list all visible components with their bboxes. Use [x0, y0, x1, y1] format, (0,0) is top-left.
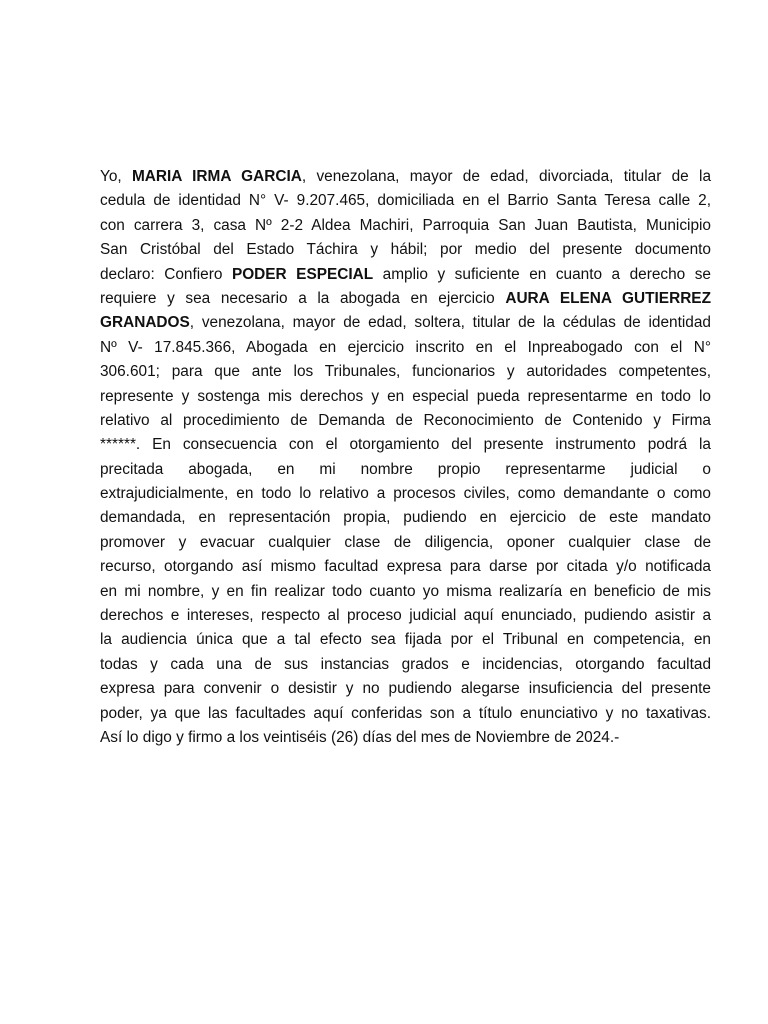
text-segment: Nº V- 17.845.366, Abogada en ejercicio inscrito en el Inpreabogado con el N° — [100, 338, 711, 356]
document-line — [100, 555, 711, 579]
power-of-attorney-text — [100, 165, 711, 750]
text-segment: ******. En consecuencia con el otorgamiento del presente instrumento podrá la — [100, 436, 711, 454]
document-line — [100, 531, 711, 555]
bold-text-segment: MARIA IRMA GARCIA — [131, 168, 302, 185]
text-segment: amplio y suficiente en cuanto a derecho se — [373, 265, 711, 283]
text-segment: demandada, en representación propia, pudiendo en ejercicio de este mandato — [100, 509, 711, 527]
document-line — [100, 482, 711, 506]
text-segment: extrajudicialmente, en todo lo relativo a procesos civiles, como demandante o como — [100, 485, 711, 503]
text-segment: recurso, otorgando así mismo facultad expresa para darse por citada y/o notificada — [100, 558, 711, 576]
text-segment: derechos e intereses, respecto al proceso judicial aquí enunciado, pudiendo asistir a — [100, 607, 711, 625]
text-segment: requiere y sea necesario a la abogada en ejercicio — [100, 289, 506, 307]
text-segment: Así lo digo y firmo a los veintiséis (26) días del mes de Noviembre de 2024.- — [100, 728, 620, 746]
document-line — [100, 214, 711, 238]
text-segment: , venezolana, mayor de edad, soltera, titular de la cédulas de identidad — [189, 314, 711, 332]
document-line — [100, 263, 711, 287]
document-line — [100, 677, 711, 701]
text-segment: relativo al procedimiento de Demanda de Reconocimiento de Contenido y Firma — [100, 411, 711, 429]
text-segment: en mi nombre, y en fin realizar todo cuanto yo misma realizaría en beneficio de mis — [100, 582, 711, 600]
document-line — [100, 458, 711, 482]
bold-text-segment: PODER ESPECIAL — [231, 265, 374, 283]
text-segment: con carrera 3, casa Nº 2-2 Aldea Machiri, Parroquia San Juan Bautista, Municipio — [100, 216, 711, 234]
text-segment: represente y sostenga mis derechos y en especial pueda representarme en todo lo — [100, 387, 711, 405]
document-line — [100, 604, 711, 628]
document-line — [100, 238, 711, 262]
text-segment: Yo, — [100, 168, 132, 185]
text-segment: San Cristóbal del Estado Táchira y hábil; por medio del presente documento — [100, 241, 711, 259]
text-segment: promover y evacuar cualquier clase de diligencia, oponer cualquier clase de — [100, 533, 711, 551]
document-line — [100, 580, 711, 604]
text-segment: cedula de identidad N° V- 9.207.465, domiciliada en el Barrio Santa Teresa calle 2, — [100, 192, 711, 210]
document-line — [100, 385, 711, 409]
text-segment: precitada abogada, en mi nombre propio representarme judicial o — [100, 460, 711, 478]
text-segment: todas y cada una de sus instancias grados e incidencias, otorgando facultad — [100, 655, 711, 673]
document-line — [100, 360, 711, 384]
document-line — [100, 702, 711, 726]
document-line — [100, 311, 711, 335]
document-line — [100, 433, 711, 457]
text-segment: , venezolana, mayor de edad, divorciada, titular de la — [301, 168, 712, 185]
document-line — [100, 189, 711, 213]
text-segment: 306.601; para que ante los Tribunales, funcionarios y autoridades competentes, — [100, 363, 711, 381]
document-line — [100, 409, 711, 433]
document-line — [100, 628, 711, 652]
document-line — [100, 165, 711, 189]
text-segment: poder, ya que las facultades aquí conferidas son a título enunciativo y no taxativas. — [100, 704, 711, 722]
text-segment: declaro: Confiero — [100, 265, 232, 283]
document-line — [100, 287, 711, 311]
bold-text-segment: AURA ELENA GUTIERREZ — [505, 289, 711, 307]
document-line — [100, 336, 711, 360]
document-line — [100, 726, 711, 750]
text-segment: la audiencia única que a tal efecto sea fijada por el Tribunal en competencia, en — [100, 631, 711, 649]
text-segment: expresa para convenir o desistir y no pudiendo alegarse insuficiencia del presente — [100, 680, 711, 698]
document-line — [100, 506, 711, 530]
document-line — [100, 653, 711, 677]
bold-text-segment: GRANADOS — [100, 314, 190, 332]
